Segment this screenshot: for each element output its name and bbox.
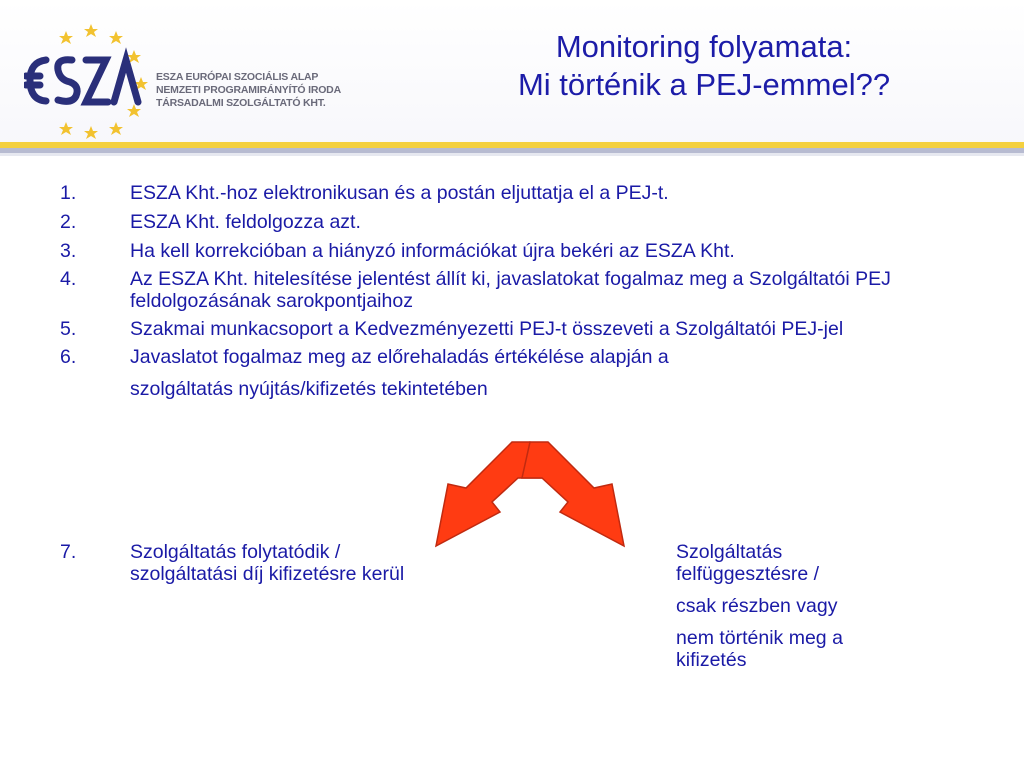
item-text: Az ESZA Kht. hitelesítése jelentést állít ki, javaslatokat fogalmaz meg a Szolgáltatói PEJ feldolgozásának sarokpontjaihoz <box>130 268 891 312</box>
outcome-continue-line: Szolgáltatás folytatódik / <box>130 541 341 563</box>
item-7-left <box>60 541 440 585</box>
header <box>0 0 1024 150</box>
item-text: Ha kell korrekcióban a hiányzó információkat újra bekéri az ESZA Kht. <box>130 240 735 262</box>
outcome-suspend-line: kifizetés <box>676 649 747 671</box>
item-text: Javaslatot fogalmaz meg az előrehaladás értékélése alapján a <box>130 346 669 368</box>
org-line: NEMZETI PROGRAMIRÁNYÍTÓ IRODA <box>156 84 341 96</box>
list-item <box>60 211 980 233</box>
list-item <box>60 240 980 262</box>
item-text: ESZA Kht. feldolgozza azt. <box>130 211 361 233</box>
outcome-suspend-line: Szolgáltatás <box>676 541 783 563</box>
item-number: 1. <box>60 182 77 204</box>
title-line-1: Monitoring folyamata: <box>555 29 853 64</box>
item-text: Szakmai munkacsoport a Kedvezményezetti PEJ-t összeveti a Szolgáltatói PEJ-jel <box>130 318 844 340</box>
item-text: szolgáltatás nyújtás/kifizetés tekintetében <box>130 378 488 400</box>
outcome-continue-line: szolgáltatási díj kifizetésre kerül <box>130 563 405 585</box>
item-7-right <box>676 541 976 671</box>
outcome-suspend-line: felfüggesztésre / <box>676 563 820 585</box>
list-item <box>60 182 980 204</box>
divider-band-light <box>0 153 1024 156</box>
item-number: 7. <box>60 541 77 563</box>
list-item <box>60 268 980 312</box>
list-item <box>60 346 980 400</box>
item-number: 4. <box>60 268 77 290</box>
org-line: TÁRSADALMI SZOLGÁLTATÓ KHT. <box>156 97 326 109</box>
item-number: 5. <box>60 318 77 340</box>
item-number: 6. <box>60 346 77 368</box>
item-number: 2. <box>60 211 77 233</box>
slide-title <box>470 28 938 104</box>
item-number: 3. <box>60 240 77 262</box>
org-line: ESZA EURÓPAI SZOCIÁLIS ALAP <box>156 71 319 83</box>
outcome-suspend-line: csak részben vagy <box>676 595 838 617</box>
organization-name <box>156 71 341 110</box>
process-list <box>60 182 980 400</box>
esza-logo <box>24 22 154 140</box>
item-text: ESZA Kht.-hoz elektronikusan és a postán eljuttatja el a PEJ-t. <box>130 182 669 204</box>
branch-arrows-icon <box>430 440 630 550</box>
title-line-2: Mi történik a PEJ-emmel?? <box>517 67 891 102</box>
list-item <box>60 318 980 340</box>
right-branch-arrow <box>522 442 624 546</box>
outcome-suspend-line: nem történik meg a <box>676 627 843 649</box>
